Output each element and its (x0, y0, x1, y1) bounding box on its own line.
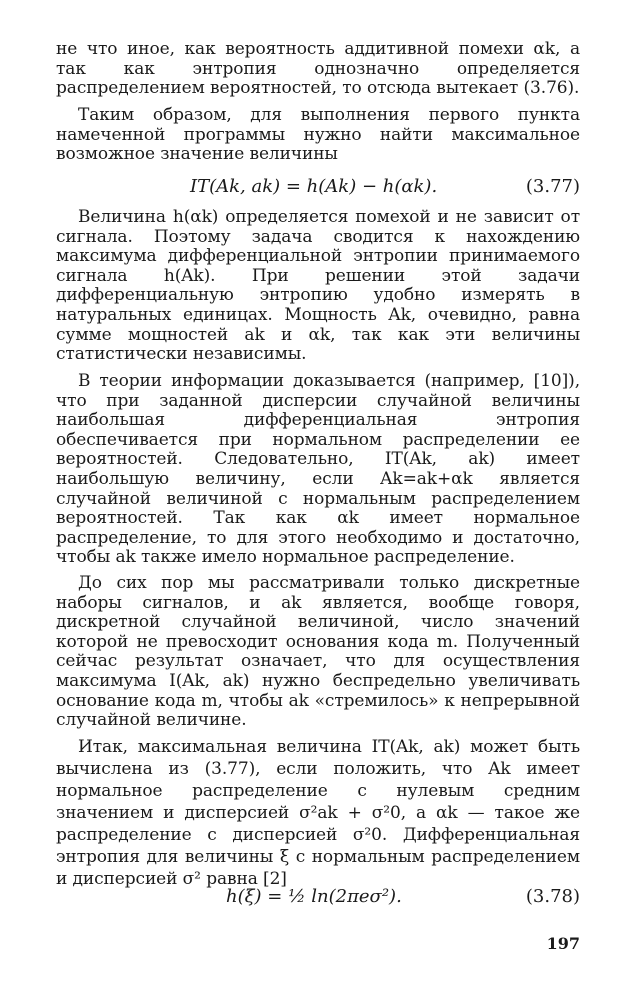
paragraph-1: Таким образом, для выполнения первого пункта намеченной программы нужно найти максимальное возможное значение величины (56, 105, 580, 165)
paragraph-5: Итак, максимальная величина IT(Ak, ak) может быть вычислена из (3.77), если положить, что Ak имеет нормальное распределение с нулевым средним значением и дисперсией σ²ak + σ²0, а αk — такое же распределение с дисперсией σ²0. Дифференциальная энтропия для величины ξ с нормальным распределением и дисперсией σ² равна [2] (56, 737, 580, 889)
paragraph-block-3 (56, 372, 580, 568)
equation-number-3-78: (3.78) (525, 886, 580, 907)
paragraph-4: До сих пор мы рассматривали только дискретные наборы сигналов, и ak является, вообще говоря, дискретной случайной величиной, число значений которой не превосходит основания кода m. Полученный сейчас результат означает, что для осуществления максимума I(Ak, ak) нужно беспредельно увеличивать основание кода m, чтобы ak «стремилось» к непрерывной случайной величине. (56, 573, 580, 731)
equation-3-77: IT(Ak, ak) = h(Ak) − h(αk). (190, 176, 438, 197)
equation-number-3-77: (3.77) (525, 176, 580, 197)
paragraph-block-4 (56, 574, 580, 731)
paragraph-block-1 (56, 106, 580, 165)
paragraph-3: В теории информации доказывается (например, [10]), что при заданной дисперсии случайной величины наибольшая дифференциальная энтропия обеспечивается при нормальном распределении ее вероятностей. Следовательно, IT(Ak, ak) имеет наибольшую величину, если Ak=ak+αk является случайной величиной с нормальным распределением вероятностей. Так как αk имеет нормальное распределение, то для этого необходимо и достаточно, чтобы ak также имело нормальное распределение. (56, 371, 580, 568)
paragraph-0: не что иное, как вероятность аддитивной помехи αk, а так как энтропия однозначно определяется распределением вероятностей, то отсюда вытекает (3.76). (56, 39, 580, 99)
page-number: 197 (546, 934, 580, 953)
paragraph-2: Величина h(αk) определяется помехой и не зависит от сигнала. Поэтому задача сводится к нахождению максимума дифференциальной энтропии принимаемого сигнала h(Ak). При решении этой задачи дифференциальную энтропию удобно измерять в натуральных единицах. Мощность Ak, очевидно, равна сумме мощностей ak и αk, так как эти величины статистически независимы. (56, 207, 580, 365)
paragraph-block-2 (56, 208, 580, 365)
paragraph-block-0 (56, 40, 580, 99)
paragraph-block-5 (56, 736, 580, 890)
equation-3-78: h(ξ) = ½ ln(2πeσ²). (226, 886, 402, 907)
